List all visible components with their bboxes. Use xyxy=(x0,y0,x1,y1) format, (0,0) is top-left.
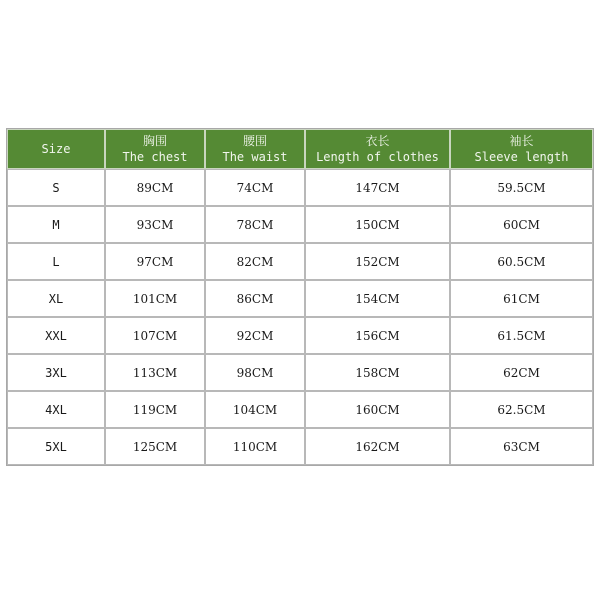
chest-cell: 89CM xyxy=(105,169,205,206)
waist-cell: 78CM xyxy=(205,206,305,243)
length-cell: 147CM xyxy=(305,169,450,206)
header-length-en: Length of clothes xyxy=(316,150,439,164)
length-cell: 158CM xyxy=(305,354,450,391)
size-cell: M xyxy=(7,206,105,243)
header-waist-en: The waist xyxy=(222,150,288,164)
chest-cell: 93CM xyxy=(105,206,205,243)
sleeve-cell: 62CM xyxy=(450,354,593,391)
table-row xyxy=(7,243,593,280)
sleeve-cell: 63CM xyxy=(450,428,593,465)
size-cell: 3XL xyxy=(7,354,105,391)
header-sleeve xyxy=(450,129,593,169)
size-cell: L xyxy=(7,243,105,280)
header-length-zh: 衣长 xyxy=(365,134,390,148)
sleeve-cell: 61CM xyxy=(450,280,593,317)
chest-cell: 113CM xyxy=(105,354,205,391)
chest-cell: 119CM xyxy=(105,391,205,428)
header-chest-zh: 胸围 xyxy=(142,134,167,148)
chest-cell: 125CM xyxy=(105,428,205,465)
size-cell: XL xyxy=(7,280,105,317)
table-row xyxy=(7,280,593,317)
length-cell: 154CM xyxy=(305,280,450,317)
header-waist-zh: 腰围 xyxy=(242,134,267,148)
header-waist xyxy=(205,129,305,169)
sleeve-cell: 61.5CM xyxy=(450,317,593,354)
sleeve-cell: 62.5CM xyxy=(450,391,593,428)
sleeve-cell: 59.5CM xyxy=(450,169,593,206)
header-size-label: Size xyxy=(41,142,71,156)
table-row xyxy=(7,354,593,391)
chest-cell: 97CM xyxy=(105,243,205,280)
chest-cell: 107CM xyxy=(105,317,205,354)
header-chest xyxy=(105,129,205,169)
table-row xyxy=(7,169,593,206)
size-cell: 5XL xyxy=(7,428,105,465)
waist-cell: 86CM xyxy=(205,280,305,317)
header-size xyxy=(7,129,105,169)
length-cell: 160CM xyxy=(305,391,450,428)
waist-cell: 82CM xyxy=(205,243,305,280)
sleeve-cell: 60CM xyxy=(450,206,593,243)
header-chest-en: The chest xyxy=(122,150,188,164)
table-row xyxy=(7,317,593,354)
header-length xyxy=(305,129,450,169)
size-cell: XXL xyxy=(7,317,105,354)
size-cell: 4XL xyxy=(7,391,105,428)
header-sleeve-zh: 袖长 xyxy=(509,134,534,148)
size-cell: S xyxy=(7,169,105,206)
length-cell: 156CM xyxy=(305,317,450,354)
table-row xyxy=(7,391,593,428)
length-cell: 150CM xyxy=(305,206,450,243)
size-table xyxy=(6,128,594,466)
waist-cell: 98CM xyxy=(205,354,305,391)
header-row xyxy=(7,129,593,169)
waist-cell: 104CM xyxy=(205,391,305,428)
waist-cell: 74CM xyxy=(205,169,305,206)
table-row xyxy=(7,428,593,465)
length-cell: 152CM xyxy=(305,243,450,280)
header-sleeve-en: Sleeve length xyxy=(474,150,569,164)
sleeve-cell: 60.5CM xyxy=(450,243,593,280)
length-cell: 162CM xyxy=(305,428,450,465)
waist-cell: 92CM xyxy=(205,317,305,354)
table-row xyxy=(7,206,593,243)
waist-cell: 110CM xyxy=(205,428,305,465)
chest-cell: 101CM xyxy=(105,280,205,317)
